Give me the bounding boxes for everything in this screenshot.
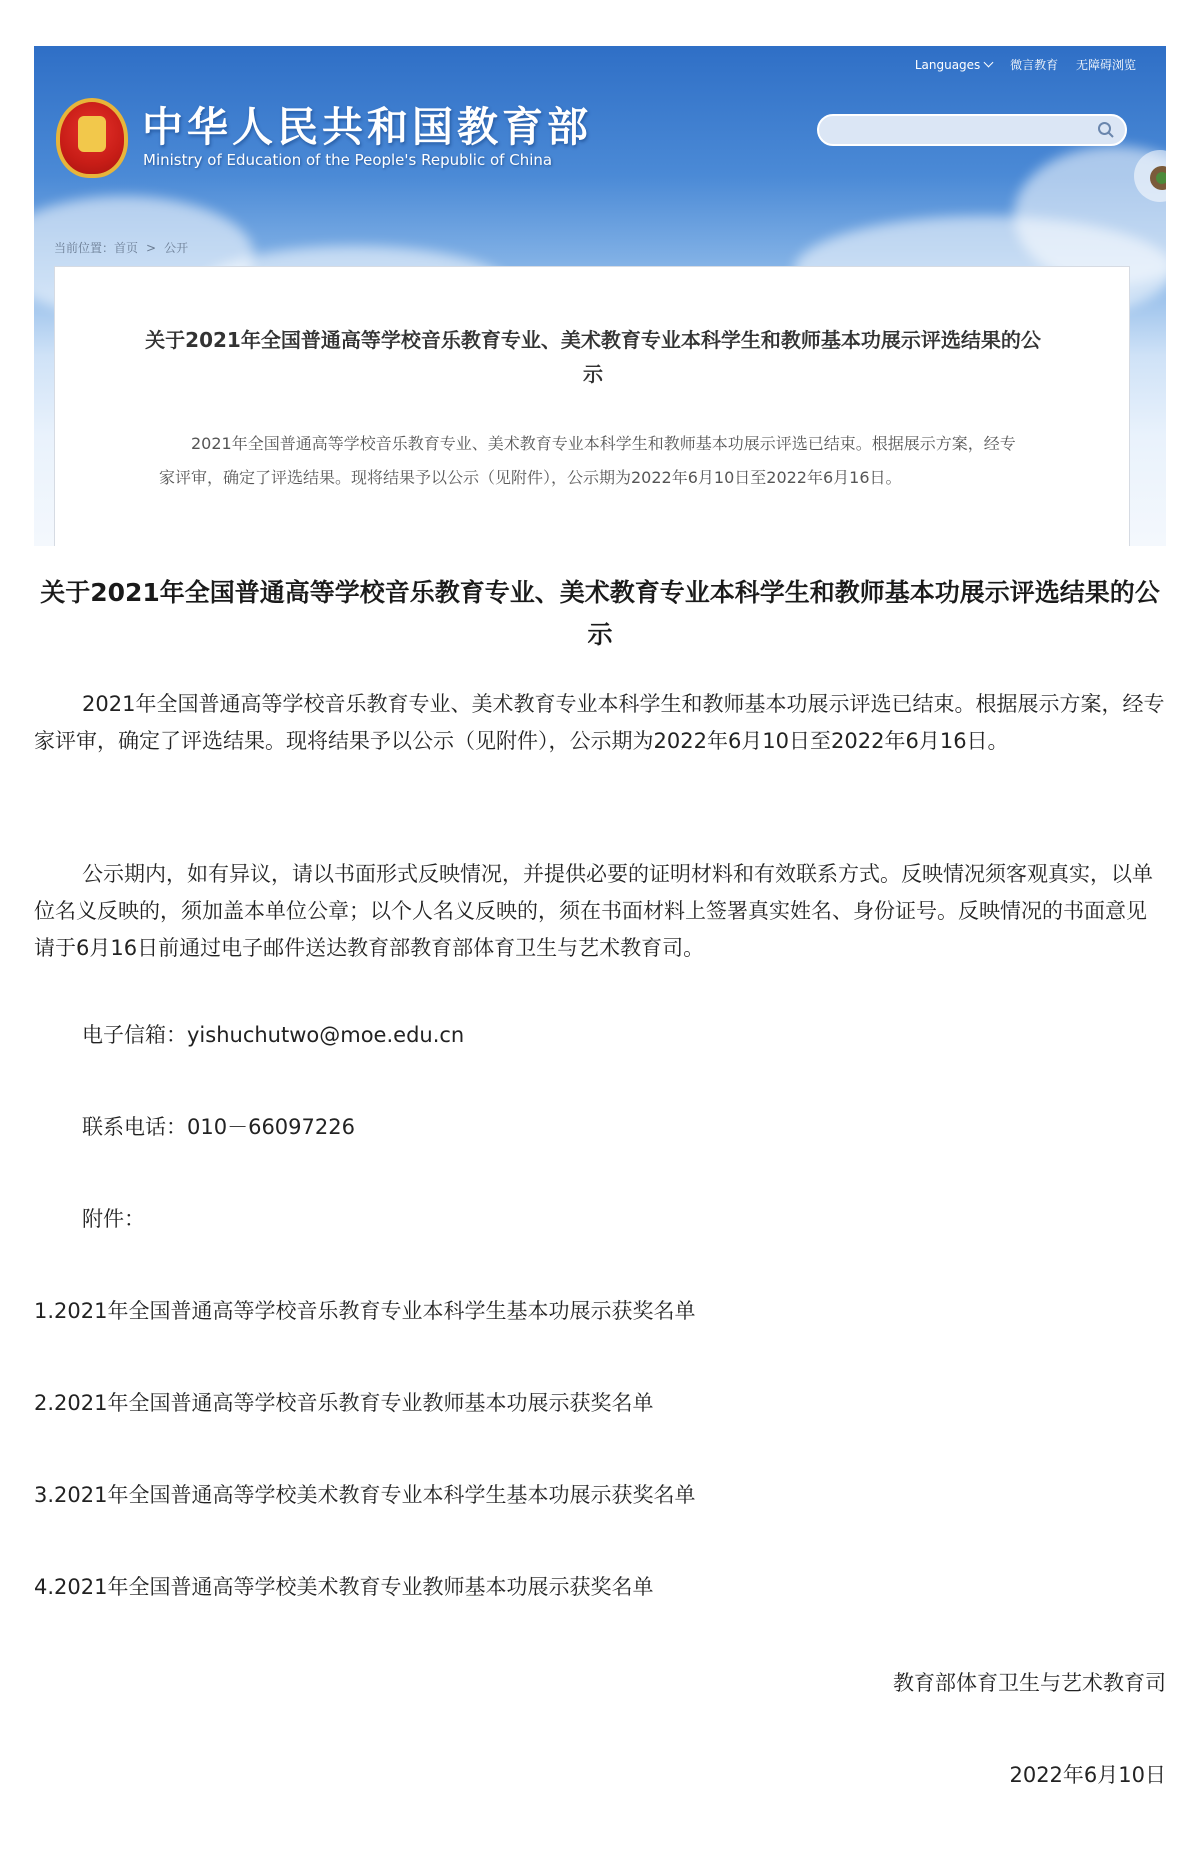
intro-paragraph: 2021年全国普通高等学校音乐教育专业、美术教育专业本科学生和教师基本功展示评选已结束。根据展示方案，经专家评审，确定了评选结果。现将结果予以公示（见附件），公示期为2022年6月10日至2022年6月16日。: [34, 692, 1165, 753]
attachment-link[interactable]: 3.2021年全国普通高等学校美术教育专业本科学生基本功展示获奖名单: [34, 1483, 696, 1507]
signature: 教育部体育卫生与艺术教育司: [893, 1671, 1166, 1695]
email-line: 电子信箱：yishuchutwo@moe.edu.cn: [82, 1023, 465, 1047]
breadcrumb-home[interactable]: 首页: [114, 241, 139, 255]
publish-date: 2022年6月10日: [1009, 1763, 1166, 1787]
moe-page-screenshot: [34, 46, 1166, 546]
attachment-link[interactable]: 2.2021年全国普通高等学校音乐教育专业教师基本功展示获奖名单: [34, 1391, 654, 1415]
attachment-link[interactable]: 1.2021年全国普通高等学校音乐教育专业本科学生基本功展示获奖名单: [34, 1299, 696, 1323]
languages-link[interactable]: Languages: [901, 58, 992, 72]
page-title: 关于2021年全国普通高等学校音乐教育专业、美术教育专业本科学生和教师基本功展示评选结果的公示: [40, 578, 1160, 649]
top-links: [887, 56, 1136, 73]
breadcrumb-current[interactable]: 公开: [164, 241, 189, 255]
breadcrumb: 当前位置：首页 > 公开: [54, 241, 189, 255]
screenshot-article-title: 关于2021年全国普通高等学校音乐教育专业、美术教育专业本科学生和教师基本功展示评选结果的公示: [145, 328, 1041, 386]
objection-paragraph: 公示期内，如有异议，请以书面形式反映情况，并提供必要的证明材料和有效联系方式。反映情况须客观真实，以单位名义反映的，须加盖本单位公章；以个人名义反映的，须在书面材料上签署真实姓名、身份证号。反映情况的书面意见请于6月16日前通过电子邮件送达教育部教育部体育卫生与艺术教育司。: [34, 862, 1153, 960]
site-subtitle: Ministry of Education of the People's Republic of China: [143, 151, 553, 169]
attachments-label: 附件：: [82, 1207, 145, 1231]
weiyan-link[interactable]: 微言教育: [1010, 58, 1059, 72]
attachment-link[interactable]: 4.2021年全国普通高等学校美术教育专业教师基本功展示获奖名单: [34, 1575, 654, 1599]
chevron-down-icon: [984, 58, 994, 68]
screenshot-article-card: [54, 266, 1130, 546]
accessibility-link[interactable]: 无障碍浏览: [1075, 58, 1136, 72]
screenshot-article-paragraph: 2021年全国普通高等学校音乐教育专业、美术教育专业本科学生和教师基本功展示评选已结束。根据展示方案，经专家评审，确定了评选结果。现将结果予以公示（见附件），公示期为2022年6月10日至2022年6月16日。: [159, 434, 1016, 487]
dandelion-icon: [1110, 136, 1166, 226]
national-emblem-icon: [56, 98, 128, 178]
site-title: 中华人民共和国教育部: [142, 103, 592, 151]
search-input[interactable]: [817, 114, 1127, 146]
phone-line: 联系电话：010－66097226: [82, 1115, 355, 1139]
